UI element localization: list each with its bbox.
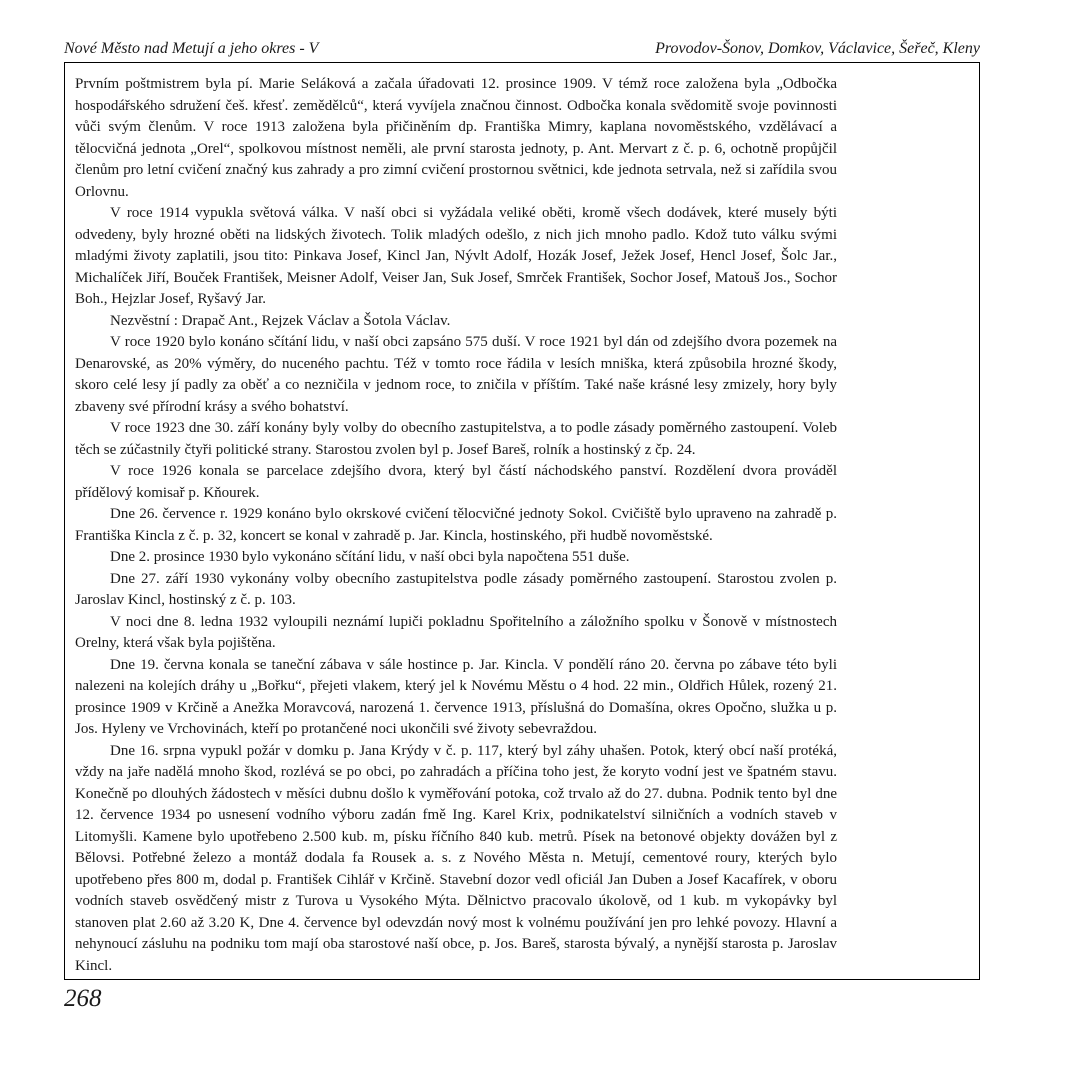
paragraph-postmaster: Prvním poštmistrem byla pí. Marie Seláková a začala úřadovati 12. prosince 1909. V témž roce založena byla „Odbočka hospodářského sdružení češ. křesť. zemědělců“, která vyvíjela značnou činnost. Odbočka konala svědomitě svoje povinnosti vůči svým členům. V roce 1913 založena byla přičiněním dp. Františka Mimry, kaplana novoměstského, vzdělávací a tělocvičná jednota „Orel“, spolkovou místnost neměli, ale první starosta jednoty, p. Ant. Mervart z č. p. 6, ochotně propůjčil členům pro letní cvičení značný kus zahrady a pro zimní cvičení prostornou světnici, kde jednota setrvala, než si zařídila svou Orlovnu.	[75, 76, 837, 200]
header-book-title: Nové Město nad Metují a jeho okres - V	[64, 40, 319, 57]
paragraph-robbery-1932: V noci dne 8. ledna 1932 vyloupili neznámí lupiči pokladnu Spořitelního a záložního spolku v Šonově v místnostech Orelny, která však byla pojištěna.	[75, 613, 837, 651]
paragraph-sokol-1929: Dne 26. července r. 1929 konáno bylo okrskové cvičení tělocvičné jednoty Sokol. Cvičiště bylo upraveno na zahradě p. Františka Kincla z č. p. 32, koncert se konal v zahradě p. Jar. Kincla, hostinského, při hudbě novoměstské.	[75, 506, 837, 544]
paragraph-census-1920: V roce 1920 bylo konáno sčítání lidu, v naší obci zapsáno 575 duší. V roce 1921 byl dán od zdejšího dvora pozemek na Denarovské, as 20% výměry, do nuceného pachtu. Též v tomto roce řádila v lesích mniška, která způsobila hrozné škody, skoro celé lesy jí padly za oběť a co nezničila v jednom roce, to zničila v příštím. Také naše krásné lesy zmizely, hory byly zbaveny své přírodní krásy a svého bohatství.	[75, 334, 837, 415]
running-header	[64, 38, 980, 60]
paragraph-parcelling-1926: V roce 1926 konala se parcelace zdejšího dvora, který byl částí náchodského panství. Rozdělení dvora prováděl přídělový komisař p. Kňourek.	[75, 463, 837, 501]
text-frame	[64, 62, 980, 980]
paragraph-dance-tragedy: Dne 19. června konala se taneční zábava v sále hostince p. Jar. Kincla. V pondělí ráno 20. června po zábave této byli nalezeni na kolejích dráhy u „Bořku“, přejeti vlakem, který jel k Novému Městu o 4 hod. 22 min., Oldřich Hůlek, rozený 21. prosince 1909 v Krčině a Anežka Moravcová, narozená 1. července 1913, příslušná do Domašína, okres Opočno, služka u p. Jos. Hyleny ve Vrchovinách, kteří po protančené noci ukončili své životy sebevraždou.	[75, 656, 837, 737]
text-body	[75, 74, 837, 977]
header-chapter-title: Provodov-Šonov, Domkov, Václavice, Šeřeč, Kleny	[655, 40, 980, 57]
paragraph-census-1930: Dne 2. prosince 1930 bylo vykonáno sčítání lidu, v naší obci byla napočtena 551 duše.	[110, 549, 630, 565]
paragraph-elections-1930: Dne 27. září 1930 vykonány volby obecního zastupitelstva podle zásady poměrného zastoupení. Starostou zvolen p. Jaroslav Kincl, hostinský z č. p. 103.	[75, 570, 837, 608]
paragraph-world-war: V roce 1914 vypukla světová válka. V naší obci si vyžádala veliké oběti, kromě všech dodávek, které musely býti odvedeny, byly hrozné oběti na lidských životech. Tolik mladých odešlo, z nich jich mnoho padlo. Kdož tuto válku svými mladými životy zaplatili, jsou tito: Pinkava Josef, Kincl Jan, Nývlt Adolf, Hozák Josef, Ježek Josef, Hencl Josef, Šolc Jar., Michalíček Jiří, Bouček František, Meisner Adolf, Veiser Jan, Suk Josef, Smrček František, Sochor Josef, Matouš Jos., Sochor Boh., Hejzlar Josef, Ryšavý Jar.	[75, 205, 837, 307]
paragraph-missing: Nezvěstní : Drapač Ant., Rejzek Václav a Šotola Václav.	[110, 312, 451, 329]
page-number: 268	[64, 985, 102, 1012]
paragraph-elections-1923: V roce 1923 dne 30. září konány byly volby do obecního zastupitelstva, a to podle zásady poměrného zastoupení. Voleb těch se zúčastnily čtyři politické strany. Starostou zvolen byl p. Josef Bareš, rolník a hostinský z čp. 24.	[75, 420, 837, 458]
paragraph-fire-and-stream: Dne 16. srpna vypukl požár v domku p. Jana Krýdy v č. p. 117, který byl záhy uhašen. Potok, který obcí naší protéká, vždy na jaře nadělá mnoho škod, rozlévá se po obci, po zahradách a příčina toho jest, že koryto vodní jest ve špatném stavu. Konečně po dlouhých žádostech v měsíci dubnu došlo k vyměřování potoka, což trvalo až do 27. dubna. Podnik tento byl dne 12. července 1934 po usnesení vodního výboru zadán fmě Ing. Karel Krix, podnikatelství silničních a vodních staveb v Litomyšli. Kamene bylo upotřebeno 2.500 kub. m, písku říčního 840 kub. metrů. Písek na betonové objekty dovážen byl z Bělovsi. Potřebné železo a montáž dodala fa Rousek a. s. z Nového Města n. Metují, cementové roury, kterých bylo upotřebeno přes 800 m, dodal p. František Cihlář v Krčině. Stavební dozor vedl oficiál Jan Duben a Josef Kacafírek, v oboru vodních staveb osvědčený mistr z Turova u Vysokého Mýta. Dělnictvo pracovalo úkolově, od 1 kub. m vykopávky byl stanoven plat 2.60 až 3.20 K, Dne 4. července byl odevzdán nový most k volnému používání jen pro lehké povozy. Hlavní a nehynoucí zásluhu na podniku tom mají oba starostové naší obce, p. Jos. Bareš, starosta bývalý, a nynější starosta p. Jaroslav Kincl.	[75, 742, 837, 974]
